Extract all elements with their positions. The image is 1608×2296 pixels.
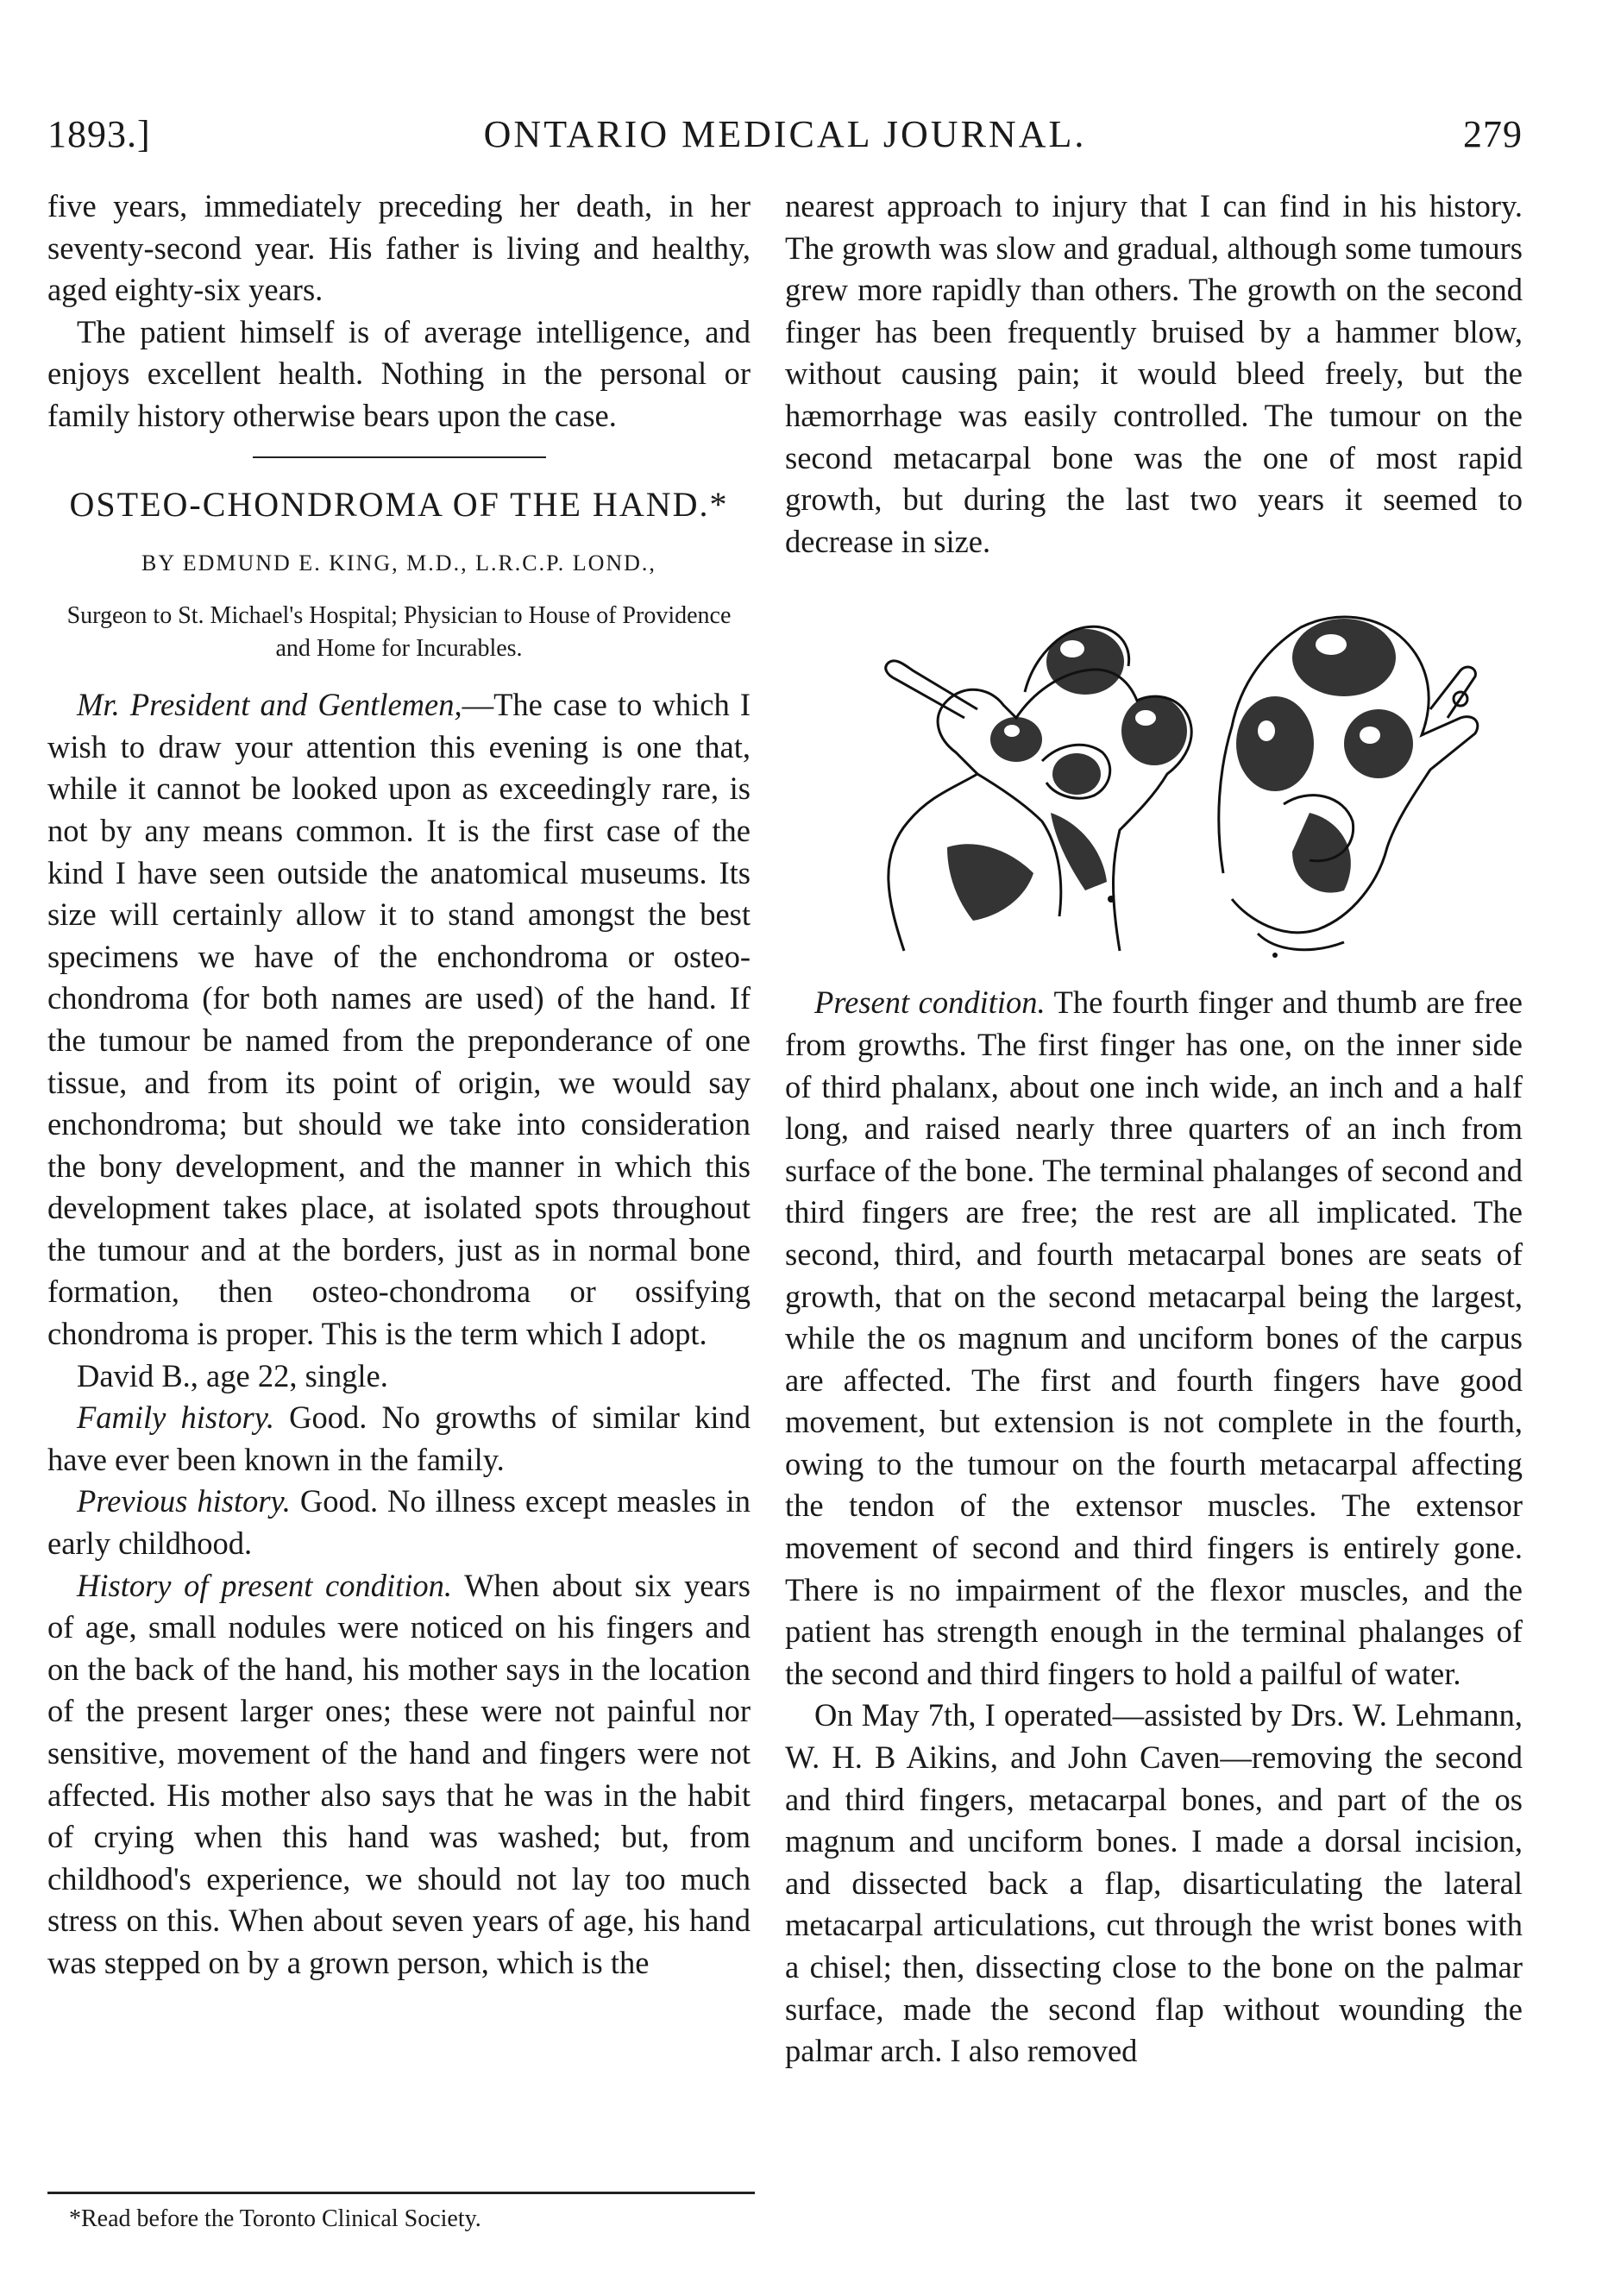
paragraph: nearest approach to injury that I can find in his history. The growth was slow and gradual, although some tumours grew more rapidly than others. The growth on the second finger has been frequently bruised by a hammer blow, without causing pain; it would bleed freely, but the hæmorrhage was easily controlled. The tumour on the second metacarpal bone was the one of most rapid growth, but during the last two years it seemed to decrease in size. <box>785 188 1523 559</box>
author-byline: BY EDMUND E. KING, M.D., L.R.C.P. LOND., <box>141 550 656 576</box>
author-affiliation: Surgeon to St. Michael's Hospital; Physician to House of Providence and Home for Incurables. <box>66 602 732 663</box>
paragraph: Mr. President and Gentlemen,—The case to which I wish to draw your attention this evening is one that, while it cannot be looked upon as exceedingly rare, is not by any means common. It is the first case of the kind I have seen outside the anatomical museums. Its size will certainly allow it to stand amongst the best specimens we have of the enchondroma or osteo-chondroma (for both names are used) of the hand. If the tumour be named from the preponderance of one tissue, and from its point of origin, we would say enchondroma; but should we take into consideration the bony development, and the manner in which this development takes place, at isolated spots throughout the tumour and at the borders, just as in normal bone formation, then osteo-chondroma or ossifying chondroma is proper. This is the term which I adopt. <box>47 687 751 1352</box>
header-year: 1893.] <box>47 113 151 155</box>
footnote-divider <box>47 2192 755 2194</box>
subheading: Previous history. <box>77 1483 291 1519</box>
left-column <box>47 186 751 1985</box>
subheading: History of present condition. <box>77 1567 453 1603</box>
paragraph: five years, immediately preceding her death, in her seventy-second year. His father is living and healthy, aged eighty-six years. <box>47 188 751 308</box>
paragraph: History of present condition. When about six years of age, small nodules were noticed on his fingers and on the back of the hand, his mother says in the location of the present larger ones; these were not painful nor sensitive, movement of the hand and fingers were not affected. His mother also says that he was in the habit of crying when this hand was washed; but, from childhood's experience, we should not lay too much stress on this. When about seven years of age, his hand was stepped on by a grown person, which is the <box>47 1567 751 1980</box>
paragraph: Family history. Good. No growths of similar kind have ever been known in the family. <box>47 1400 751 1477</box>
hand-sketch-left <box>885 627 1190 952</box>
right-column <box>785 186 1523 2073</box>
page-number: 279 <box>1463 113 1523 155</box>
paragraph: Present condition. The fourth finger and thumb are free from growths. The first finger has one, on the inner side of third phalanx, about one inch wide, an inch and a half long, and raised nearly three quarters of an inch from surface of the bone. The terminal phalanges of second and third fingers are free; the rest are all implicated. The second, third, and fourth metacarpal bones are seats of growth, that on the second metacarpal being the largest, while the os magnum and unciform bones of the carpus are affected. The first and fourth fingers have good movement, but extension is not complete in the fourth, owing to the tumour on the fourth metacarpal affecting the tendon of the extensor muscles. The extensor movement of second and third fingers is entirely gone. There is no impairment of the flexor muscles, and the patient has strength enough in the terminal phalanges of the second and third fingers to hold a pailful of water. <box>785 984 1523 1691</box>
subheading: Present condition. <box>814 984 1046 1021</box>
paragraph: Previous history. Good. No illness except measles in early childhood. <box>47 1483 751 1562</box>
paragraph: On May 7th, I operated—assisted by Drs. W. Lehmann, W. H. B Aikins, and John Caven—removing the second and third fingers, metacarpal bones, and part of the os magnum and unciform bones. I made a dorsal incision, and dissected back a flap, disarticulating the lateral metacarpal articulations, cut through the wrist bones with a chisel; then, dissecting close to the bone on the palmar surface, made the second flap without wounding the palmar arch. I also removed <box>785 1697 1523 2069</box>
footnote: *Read before the Toronto Clinical Society. <box>69 2205 481 2232</box>
article-title: OSTEO-CHONDROMA OF THE HAND.* <box>69 484 729 524</box>
section-divider <box>253 456 546 458</box>
paragraph: David B., age 22, single. <box>77 1357 388 1393</box>
hand-illustration <box>826 588 1482 959</box>
journal-title: ONTARIO MEDICAL JOURNAL. <box>483 113 1087 155</box>
running-header <box>47 112 1523 164</box>
salutation: Mr. President and Gentlemen, <box>77 687 462 723</box>
subheading: Family history. <box>77 1400 275 1436</box>
paragraph: The patient himself is of average intelligence, and enjoys excellent health. Nothing in the personal or family history otherwise bears upon the case. <box>47 313 751 433</box>
